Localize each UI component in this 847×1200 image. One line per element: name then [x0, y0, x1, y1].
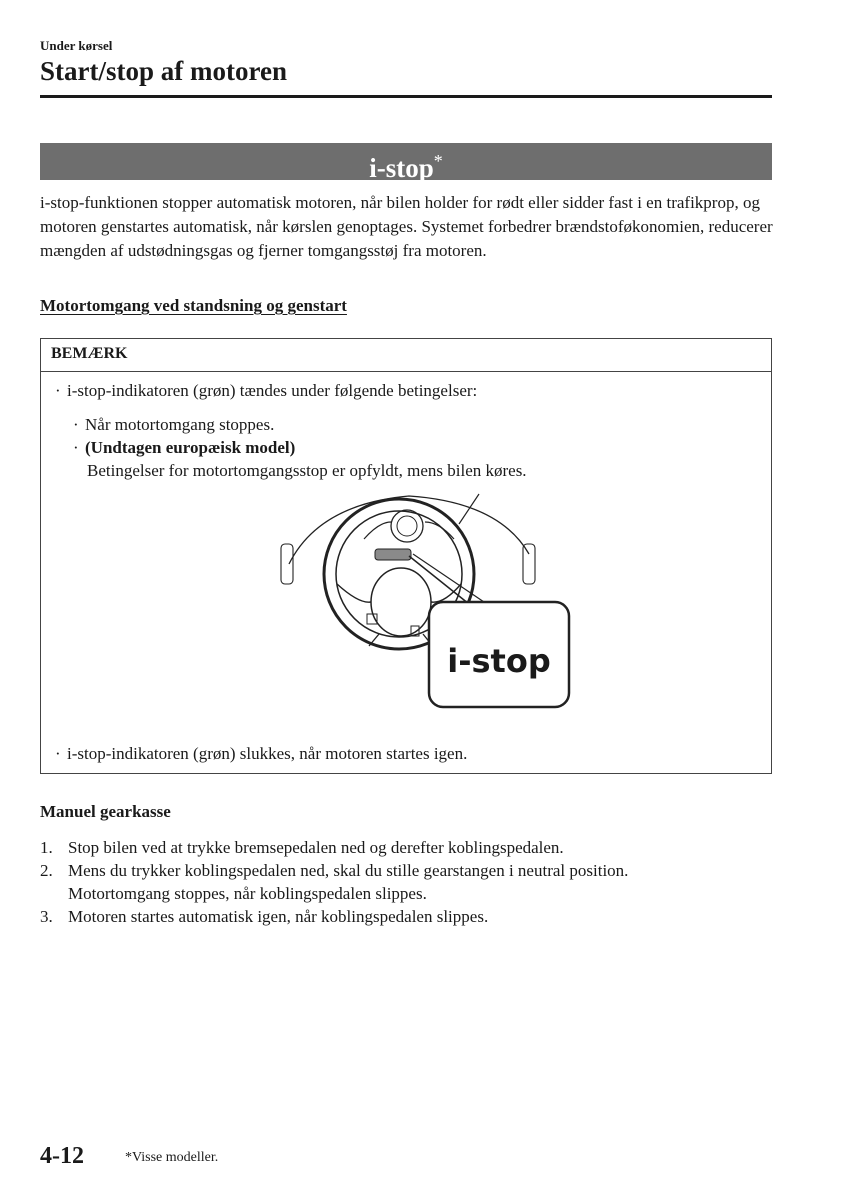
footnote: *Visse modeller.	[125, 1150, 219, 1165]
note-item-2	[55, 742, 755, 766]
manual-steps-list	[40, 836, 780, 928]
steering-wheel-illustration	[279, 484, 551, 744]
manual-heading: Manuel gearkasse	[40, 802, 171, 821]
note-sub-1	[73, 413, 753, 437]
illustration-istop-label: i-stop	[447, 642, 551, 680]
bullet-dot: ·	[73, 438, 79, 457]
section-asterisk: *	[433, 151, 443, 171]
step-number: 1.	[40, 838, 53, 857]
step-text-continued: Motortomgang stoppes, når koblingspedalen slippes.	[68, 884, 427, 903]
list-item	[40, 836, 780, 859]
step-text: Stop bilen ved at trykke bremsepedalen ned og derefter koblingspedalen.	[68, 838, 564, 857]
note-item-2-text: i-stop-indikatoren (grøn) slukkes, når motoren startes igen.	[67, 744, 468, 763]
note-box	[40, 338, 772, 774]
step-number: 3.	[40, 907, 53, 926]
note-heading: BEMÆRK	[51, 345, 128, 362]
list-item	[40, 905, 780, 928]
note-header	[41, 339, 771, 372]
note-sub-2-text: Betingelser for motortomgangsstop er opfyldt, mens bilen køres.	[87, 461, 527, 480]
section-bar	[40, 143, 772, 183]
page-title: Start/stop af motoren	[40, 56, 287, 86]
note-item-1	[55, 379, 755, 403]
running-head: Under kørsel	[40, 38, 113, 53]
bullet-dot: ·	[55, 744, 61, 763]
step-number: 2.	[40, 861, 53, 880]
intro-paragraph: i-stop-funktionen stopper automatisk motoren, når bilen holder for rødt eller sidder fast i en trafikprop, og motoren genstartes automatisk, når kørslen genoptages. Systemet forbedrer brændstoføkonomien, reducerer mængden af udstødningsgas og fjerner tomgangsstøj fra motoren.	[40, 193, 773, 260]
bullet-dot: ·	[55, 381, 61, 400]
note-item-1-text: i-stop-indikatoren (grøn) tændes under følgende betingelser:	[67, 381, 478, 400]
page-number: 4-12	[40, 1143, 84, 1169]
step-text: Motoren startes automatisk igen, når koblingspedalen slippes.	[68, 907, 489, 926]
section-title: i-stop	[369, 153, 434, 183]
note-sub-2	[73, 436, 753, 460]
note-sub-1-text: Når motortomgang stoppes.	[85, 415, 275, 434]
bullet-dot: ·	[73, 415, 79, 434]
title-rule	[40, 95, 772, 98]
subheading: Motortomgang ved standsning og genstart	[40, 296, 347, 315]
note-sub-2-bold: (Undtagen europæisk model)	[85, 438, 296, 457]
step-text: Mens du trykker koblingspedalen ned, skal du stille gearstangen i neutral position.	[68, 861, 629, 880]
list-item	[40, 859, 780, 882]
